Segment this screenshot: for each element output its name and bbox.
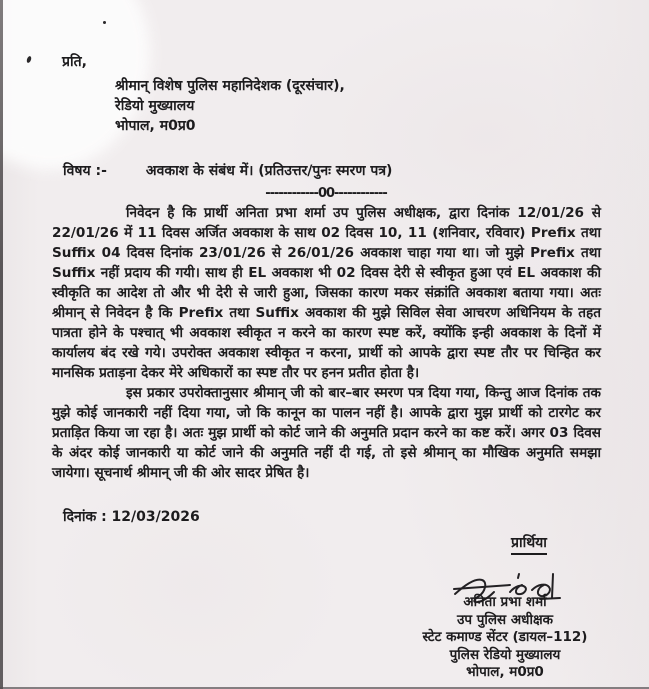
scan-speck: [103, 21, 106, 24]
salutation: प्रति,: [62, 54, 87, 70]
signatory-office-1: स्टेट कमाण्ड सेंटर (डायल–112): [422, 629, 588, 645]
date-line: दिनांक : 12/03/2026: [63, 509, 200, 525]
addressee-block: [115, 76, 345, 136]
divider-rule: ------------00------------: [265, 186, 387, 201]
addressee-line-2: रेडियो मुख्यालय: [115, 98, 195, 114]
addressee-line-3: भोपाल, म0प्र0: [115, 118, 196, 134]
signature-heading: प्रार्थिया: [511, 533, 547, 555]
subject-text: अवकाश के संबंध में। (प्रतिउत्तर/पुनः स्मरण पत्र): [145, 163, 393, 179]
paragraph-2: इस प्रकार उपरोक्तानुसार श्रीमान् जी को बार–बार स्मरण पत्र दिया गया, किन्तु आज दिनांक तक मुझे कोई जानकारी नहीं दिया गया, जो कि कानून का पालन नहीं है। आपके द्वारा मुझ प्रार्थी को टारगेट कर प्रताड़ित किया जा रहा है। अतः मुझ प्रार्थी को कोर्ट जाने की अनुमति प्रदान करने का कष्ट करें। अगर 03 दिवस के अंदर कोई जानकारी या कोर्ट जाने की अनुमति नहीं दी गई, तो इसे श्रीमान् का मौखिक अनुमति समझा जायेगा। सूचनार्थ श्रीमान् जी की ओर सादर प्रेषित है।: [52, 385, 601, 481]
subject-row: [63, 161, 603, 180]
letter-body: [52, 203, 601, 483]
signatory-office-3: भोपाल, म0प्र0: [466, 664, 544, 680]
addressee-line-1: श्रीमान् विशेष पुलिस महानिदेशक (दूरसंचार),: [115, 78, 345, 94]
paragraph-1: निवेदन है कि प्रार्थी अनिता प्रभा शर्मा उप पुलिस अधीक्षक, द्वारा दिनांक 12/01/26 से 22/01/26 में 11 दिवस अर्जित अवकाश के साथ 02 दिवस 10, 11 (शनिवार, रविवार) Prefix तथा Suffix 04 दिवस दिनांक 23/01/26 से 26/01/26 अवकाश चाहा गया था। जो मुझे Prefix तथा Suffix नहीं प्रदाय की गयी। साथ ही EL अवकाश भी 02 दिवस देरी से स्वीकृत हुआ एवं EL अवकाश की स्वीकृति का आदेश तो और भी देरी से जारी हुआ, जिसका कारण मकर संक्रांति अवकाश बताया गया। अतः श्रीमान् से निवेदन है कि Prefix तथा Suffix अवकाश की मुझे सिविल सेवा आचरण अधिनियम के तहत पात्रता होने के पश्चात् भी अवकाश स्वीकृत न करने का कारण स्पष्ट करें, क्योंकि इन्ही अवकाश के दिनों में कार्यालय बंद रखे गये। उपरोक्त अवकाश स्वीकृत न करना, प्रार्थी को आपके द्वारा स्पष्ट तौर पर चिन्हित कर मानसिक प्रताड़ना देकर मेरे अधिकारों का स्पष्ट तौर पर हनन प्रतीत होता है।: [52, 205, 601, 381]
signatory-designation: उप पुलिस अधीक्षक: [456, 611, 554, 628]
signature-block: [380, 594, 630, 682]
signatory-name: अनिता प्रभा शर्मा: [463, 594, 547, 610]
scan-edge-left: [0, 0, 3, 689]
subject-label: विषय :-: [63, 163, 107, 179]
signatory-office-2: पुलिस रेडियो मुख्यालय: [449, 646, 561, 663]
